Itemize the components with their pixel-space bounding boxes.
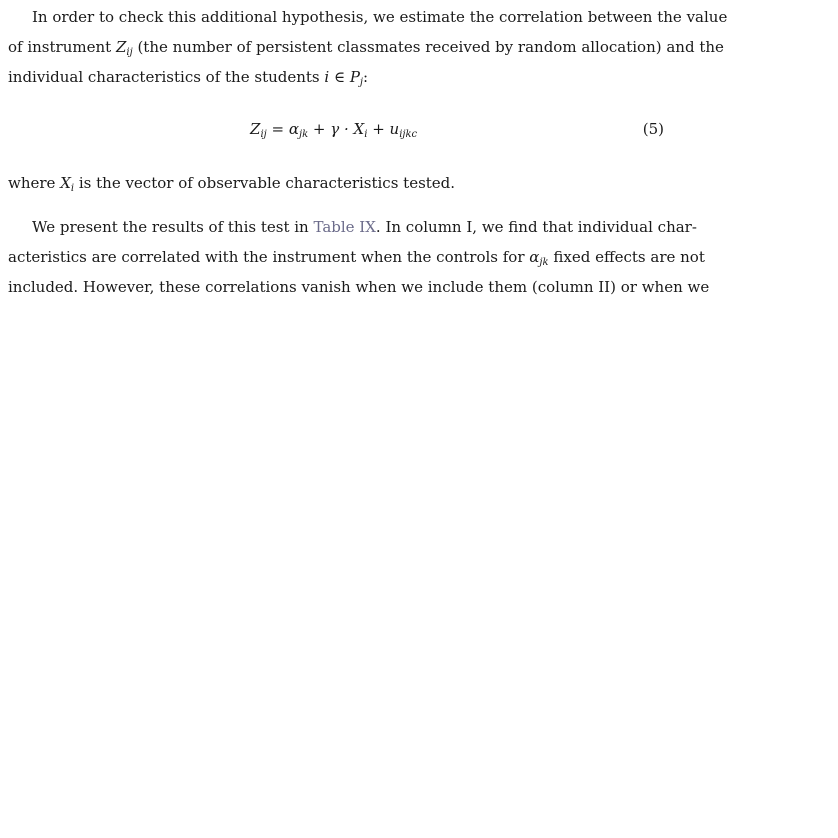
paragraph-line (8, 272, 710, 302)
text: included. However, these correlations vanish when we include them (column II) or when we (8, 278, 710, 296)
math-term: + u (367, 120, 400, 138)
text: is the vector of observable characteristics tested. (74, 174, 456, 192)
text: acteristics are correlated with the instrument when the controls for (8, 248, 530, 266)
equation-5 (8, 114, 664, 144)
text: of instrument (8, 38, 116, 56)
table-ix-link[interactable]: Table IX (313, 218, 376, 236)
math-variable: Z (115, 38, 127, 56)
paragraph-results (8, 212, 710, 302)
text: In order to check this additional hypothesis, we estimate the correlation between the value (32, 8, 728, 26)
math-term: = α (266, 120, 299, 138)
math-variable: α (529, 248, 540, 266)
math-term: + γ · X (308, 120, 365, 138)
math-subscript: j (359, 77, 364, 88)
math-variable: Z (250, 120, 261, 138)
text: . In column I, we find that individual char- (375, 218, 697, 236)
text: individual characteristics of the students (8, 68, 325, 86)
math-subscript: jk (539, 257, 549, 268)
paragraph-line (8, 62, 664, 92)
paragraph-line (8, 242, 705, 272)
text: (the number of persistent classmates received by random allocation) and the (132, 38, 724, 56)
paragraph-line (8, 168, 664, 198)
text: where (8, 174, 61, 192)
math-variable: X (60, 174, 71, 192)
math-subscript: i (364, 129, 368, 140)
equation-formula (250, 114, 417, 144)
text: : (363, 68, 369, 86)
paragraph-where (8, 168, 664, 198)
math-subscript: i (70, 183, 75, 194)
text: fixed effects are not (548, 248, 705, 266)
math-subscript: jk (298, 129, 309, 140)
equation-number: (5) (642, 120, 664, 138)
paragraph-line (8, 32, 724, 62)
paragraph-hypothesis (8, 2, 728, 92)
paragraph-line (8, 212, 697, 242)
text: We present the results of this test in (32, 218, 314, 236)
math-subscript: ij (126, 47, 133, 58)
math-expression: i ∈ P (324, 68, 360, 86)
math-subscript: ijkc (399, 129, 418, 140)
math-subscript: ij (260, 129, 267, 140)
paragraph-line (8, 2, 728, 32)
